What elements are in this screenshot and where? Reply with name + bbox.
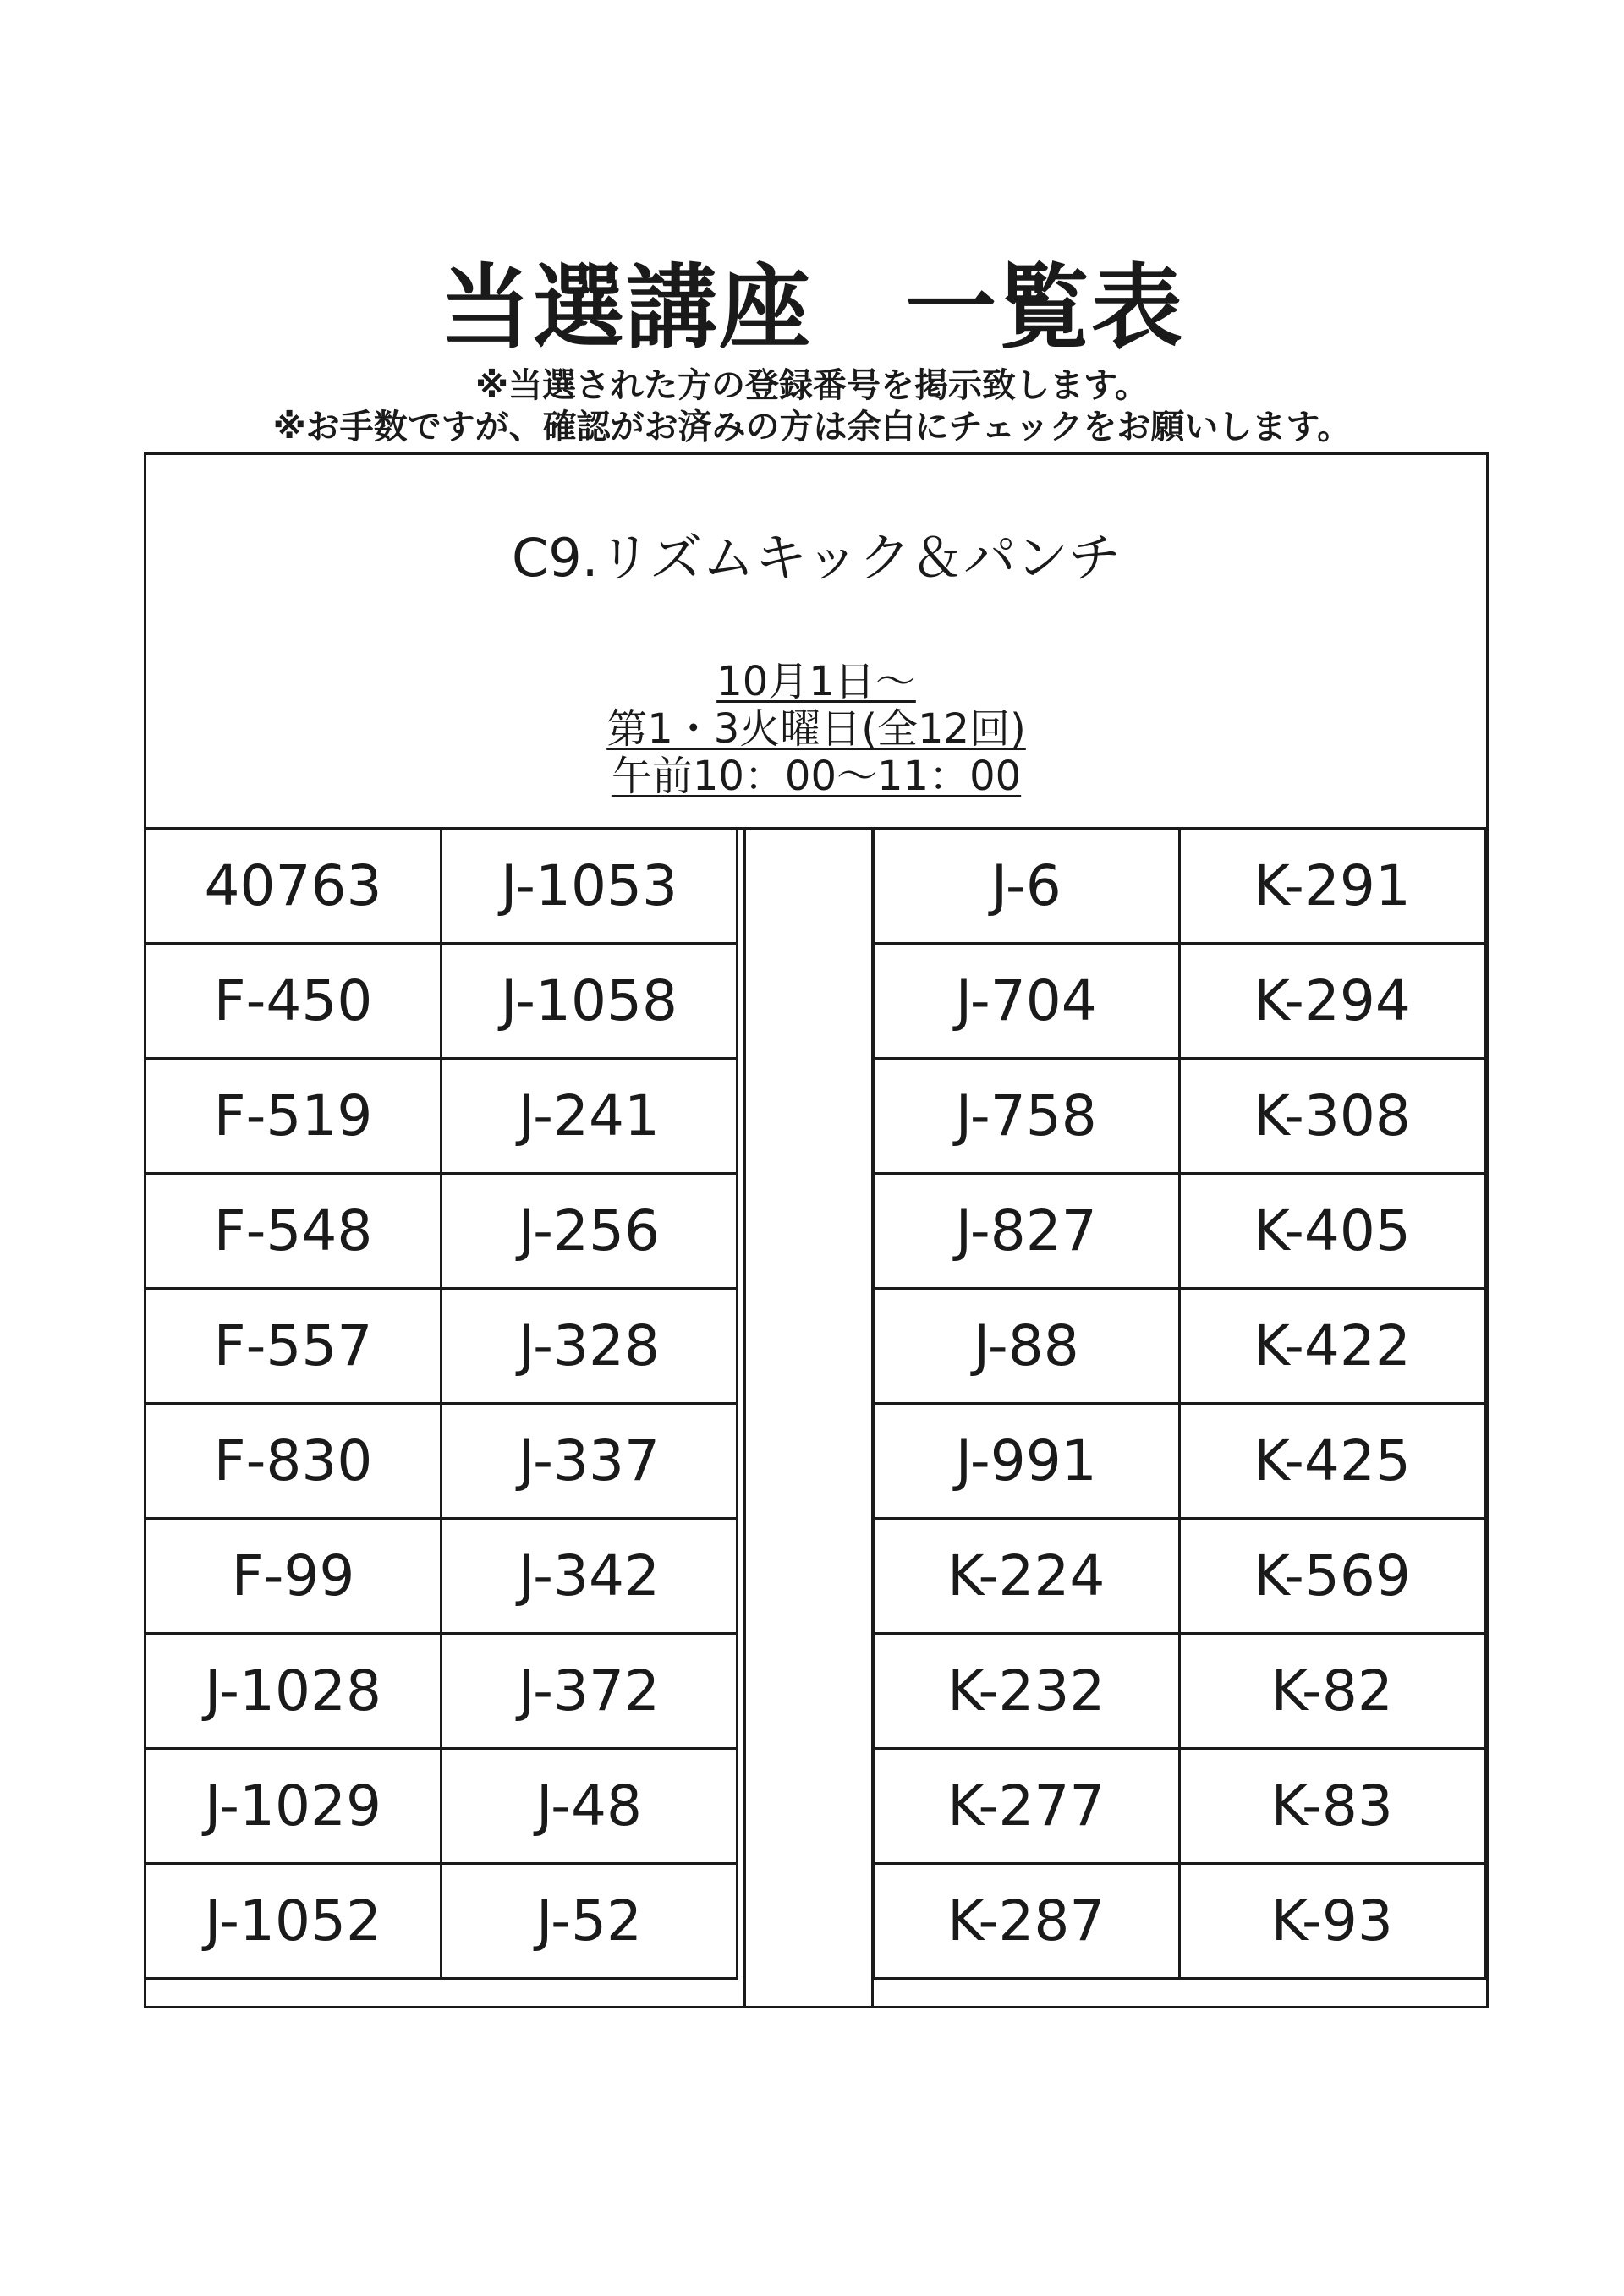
number-cell: J-1029: [145, 1749, 442, 1864]
table-row: [145, 1404, 738, 1519]
number-cell: J-52: [442, 1864, 738, 1979]
number-cell: K-287: [874, 1864, 1180, 1979]
page-title: 当選講座 一覧表: [439, 255, 1184, 361]
table-row: [874, 1174, 1485, 1289]
table-row: [145, 1749, 738, 1864]
table-row: [145, 829, 738, 944]
number-cell: J-48: [442, 1749, 738, 1864]
number-cell: J-88: [874, 1289, 1180, 1404]
notice-line-1: ※当選された方の登録番号を掲示致します。: [475, 366, 1149, 405]
number-cell: K-291: [1179, 829, 1485, 944]
number-cell: K-308: [1179, 1059, 1485, 1174]
notice-line-2: ※お手数ですが、確認がお済みの方は余白にチェックをお願いします。: [272, 408, 1352, 447]
number-cell: K-294: [1179, 944, 1485, 1059]
table-row: [145, 1864, 738, 1979]
number-cell: J-337: [442, 1404, 738, 1519]
number-cell: F-548: [145, 1174, 442, 1289]
number-cell: J-827: [874, 1174, 1180, 1289]
gap-border-left: [743, 827, 746, 2008]
table-row: [874, 1289, 1485, 1404]
number-cell: K-232: [874, 1634, 1180, 1749]
number-cell: F-830: [145, 1404, 442, 1519]
number-cell: F-450: [145, 944, 442, 1059]
number-cell: K-277: [874, 1749, 1180, 1864]
number-cell: J-372: [442, 1634, 738, 1749]
table-row: [145, 1289, 738, 1404]
number-cell: K-224: [874, 1519, 1180, 1634]
number-cell: J-328: [442, 1289, 738, 1404]
schedule-days: 第1・3火曜日(全12回): [606, 705, 1026, 753]
number-cell: J-342: [442, 1519, 738, 1634]
number-cell: J-6: [874, 829, 1180, 944]
number-cell: F-99: [145, 1519, 442, 1634]
number-cell: K-425: [1179, 1404, 1485, 1519]
course-schedule: [146, 658, 1486, 800]
table-row: [145, 1634, 738, 1749]
number-cell: K-93: [1179, 1864, 1485, 1979]
course-name: C9.リズムキック＆パンチ: [512, 527, 1121, 589]
table-row: [145, 1059, 738, 1174]
result-table-frame: [144, 452, 1489, 2008]
table-row: [874, 1634, 1485, 1749]
number-cell: 40763: [145, 829, 442, 944]
table-row: [874, 1749, 1485, 1864]
number-cell: J-1058: [442, 944, 738, 1059]
number-cell: F-519: [145, 1059, 442, 1174]
schedule-start-date: 10月1日～: [716, 658, 916, 705]
number-cell: J-1053: [442, 829, 738, 944]
number-cell: J-991: [874, 1404, 1180, 1519]
number-cell: J-256: [442, 1174, 738, 1289]
table-row: [874, 944, 1485, 1059]
number-cell: K-422: [1179, 1289, 1485, 1404]
table-row: [145, 1174, 738, 1289]
number-cell: J-241: [442, 1059, 738, 1174]
table-row: [874, 1519, 1485, 1634]
number-cell: J-758: [874, 1059, 1180, 1174]
number-cell: K-405: [1179, 1174, 1485, 1289]
number-cell: F-557: [145, 1289, 442, 1404]
numbers-table-left: [144, 827, 738, 1980]
number-cell: K-569: [1179, 1519, 1485, 1634]
schedule-time: 午前10：00～11：00: [611, 753, 1022, 800]
numbers-table-right: [872, 827, 1486, 1980]
table-row: [874, 1404, 1485, 1519]
table-row: [874, 1059, 1485, 1174]
number-cell: K-83: [1179, 1749, 1485, 1864]
table-row: [874, 829, 1485, 944]
number-cell: K-82: [1179, 1634, 1485, 1749]
table-row: [145, 944, 738, 1059]
table-row: [874, 1864, 1485, 1979]
number-cell: J-1028: [145, 1634, 442, 1749]
table-row: [145, 1519, 738, 1634]
number-cell: J-704: [874, 944, 1180, 1059]
number-cell: J-1052: [145, 1864, 442, 1979]
